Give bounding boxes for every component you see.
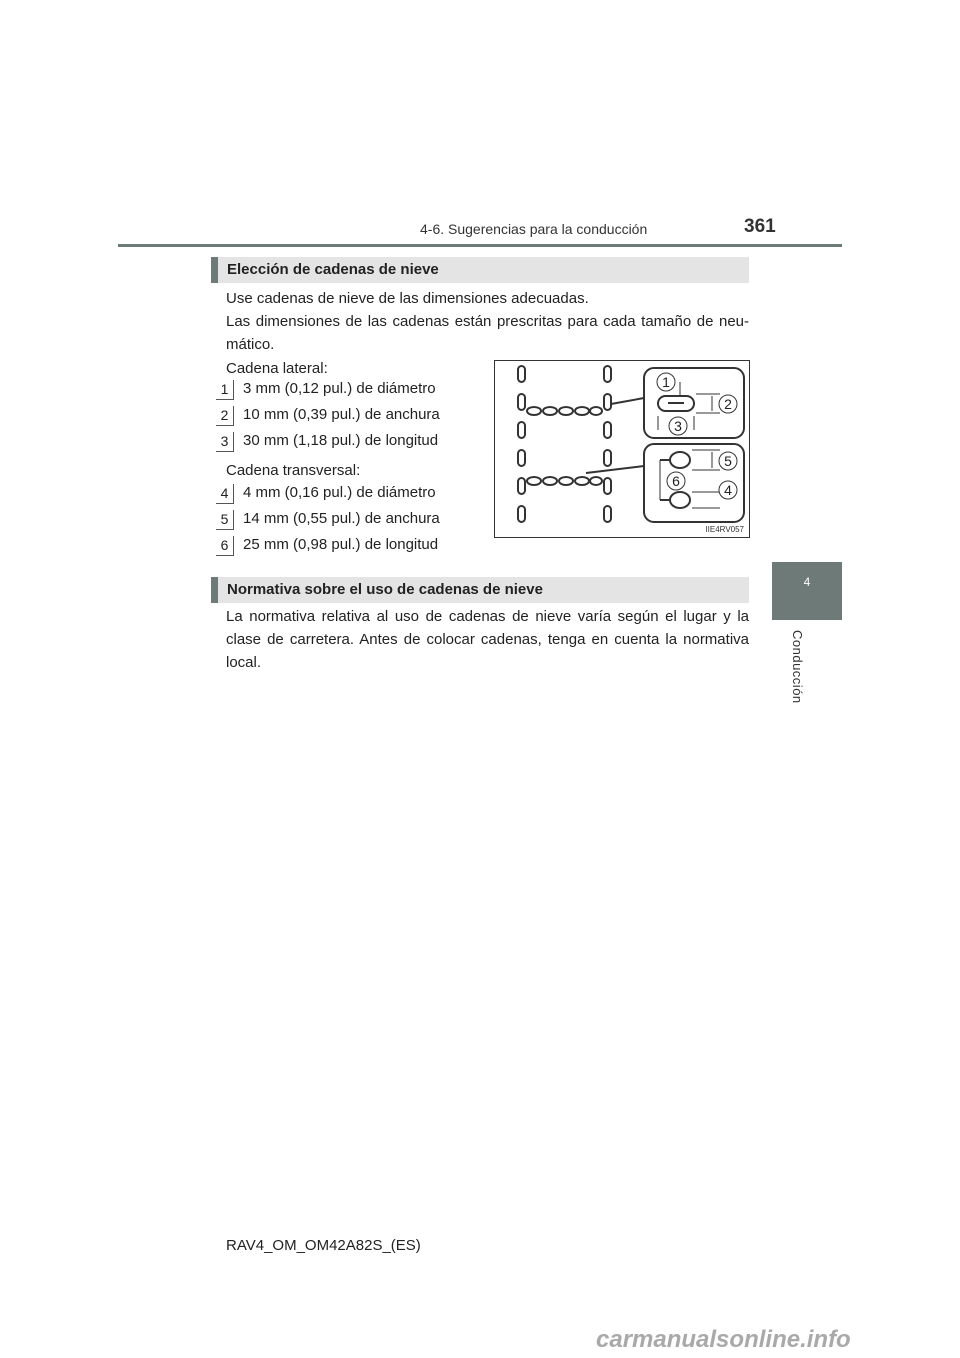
item-number: 6 — [216, 536, 234, 556]
page-number: 361 — [744, 216, 776, 237]
item-text: 10 mm (0,39 pul.) de anchura — [243, 406, 440, 423]
item-number: 3 — [216, 432, 234, 452]
figure-code: IIE4RV057 — [705, 525, 744, 534]
header-divider — [118, 244, 842, 247]
item-text: 4 mm (0,16 pul.) de diámetro — [243, 484, 436, 501]
callout-2: 2 — [724, 396, 732, 412]
document-code: RAV4_OM_OM42A82S_(ES) — [226, 1237, 421, 1254]
item-number: 5 — [216, 510, 234, 530]
item-number: 2 — [216, 406, 234, 426]
callout-4: 4 — [724, 482, 732, 498]
snow-chain-diagram — [494, 360, 750, 538]
running-header-section: 4-6. Sugerencias para la conducción — [420, 221, 648, 237]
callout-1: 1 — [662, 374, 670, 390]
cross-chain-label: Cadena transversal: — [226, 462, 361, 479]
callout-3: 3 — [674, 418, 682, 434]
item-text: 3 mm (0,12 pul.) de diámetro — [243, 380, 436, 397]
item-number: 1 — [216, 380, 234, 400]
chapter-label: Conducción — [790, 630, 805, 704]
callout-6: 6 — [672, 473, 680, 489]
section-heading-chain-choice: Elección de cadenas de nieve — [211, 257, 749, 283]
callout-5: 5 — [724, 453, 732, 469]
section-intro-text: Use cadenas de nieve de las dimensiones adecuadas. Las dimensiones de las cadenas están prescritas para cada tamaño de neu-mático. — [226, 290, 749, 353]
item-number: 4 — [216, 484, 234, 504]
chapter-tab — [772, 562, 842, 620]
watermark: carmanualsonline.info — [596, 1326, 851, 1353]
item-text: 25 mm (0,98 pul.) de longitud — [243, 536, 439, 553]
chapter-number: 4 — [803, 575, 811, 589]
section-heading-chain-regulations: Normativa sobre el uso de cadenas de nieve — [211, 577, 749, 603]
item-text: 14 mm (0,55 pul.) de anchura — [243, 510, 440, 527]
item-text: 30 mm (1,18 pul.) de longitud — [243, 432, 439, 449]
regulations-text: La normativa relativa al uso de cadenas de nieve varía según el lugar y la clase de carretera. Antes de colocar cadenas, tenga en cuenta la normativa local. — [226, 608, 749, 671]
side-chain-label: Cadena lateral: — [226, 360, 328, 377]
